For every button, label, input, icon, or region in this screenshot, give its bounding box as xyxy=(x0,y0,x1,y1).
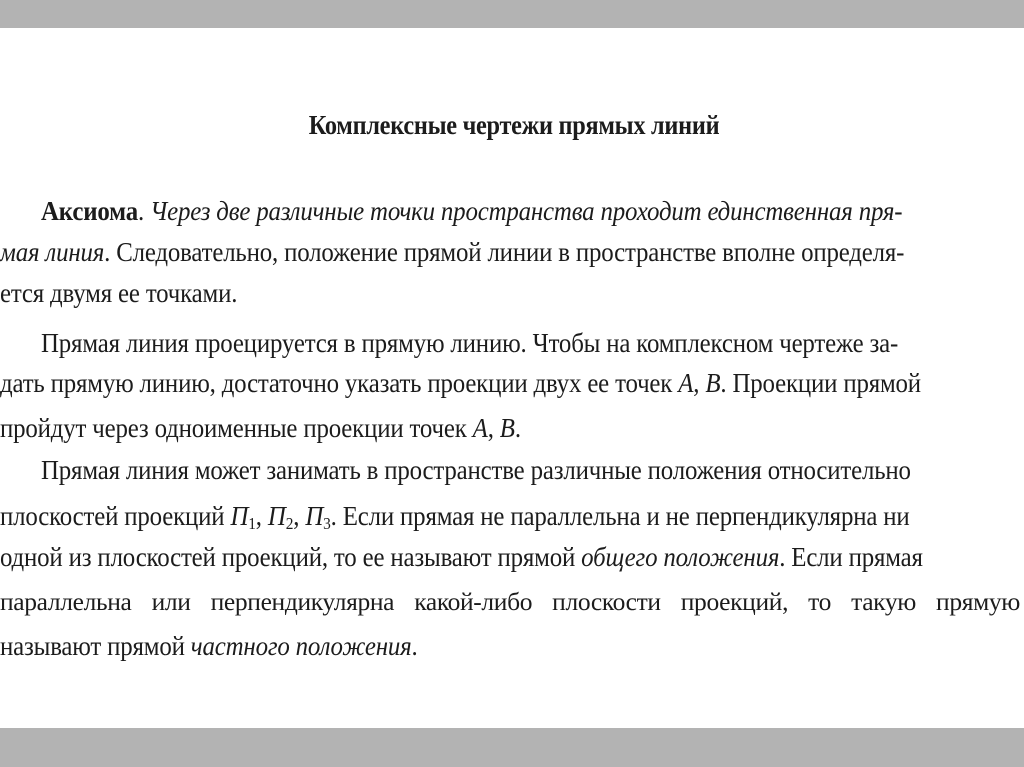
text-run: Прямая линия может занимать в пространстве различные положения относительно xyxy=(41,454,911,485)
text-run: П xyxy=(305,500,324,531)
page-title: Комплексные чертежи прямых линий xyxy=(308,110,720,140)
text-line-10 xyxy=(0,585,1020,619)
text-run: . Если прямая xyxy=(779,541,923,572)
text-run: параллельна или перпендикулярна какой-либо плоскости проекций, то такую прямую xyxy=(0,587,1020,616)
text-line-2 xyxy=(0,235,927,269)
text-run: . Если прямая не параллельна и не перпендикулярна ни xyxy=(330,500,910,531)
text-run: A xyxy=(678,367,694,398)
slide-page xyxy=(0,28,1024,728)
text-run: П xyxy=(230,500,249,531)
text-run: 1 xyxy=(248,514,256,533)
text-run: 2 xyxy=(285,514,294,533)
text-run: , xyxy=(487,412,500,443)
text-run: . xyxy=(514,412,521,443)
top-gray-band xyxy=(0,0,1024,28)
text-run: B xyxy=(705,367,721,398)
text-run: Через две различные точки пространства проходит единственная пря- xyxy=(150,195,903,226)
text-run: A xyxy=(472,412,488,443)
text-run: 3 xyxy=(323,514,331,533)
text-run: Прямая линия проецируется в прямую линию. Чтобы на комплексном чертеже за- xyxy=(41,327,899,358)
text-run: . Следовательно, положение прямой линии в пространстве вполне определя- xyxy=(104,236,905,267)
text-run: мая линия xyxy=(0,236,105,267)
text-run: общего положения xyxy=(581,541,780,572)
text-run: , xyxy=(255,500,268,531)
text-line-8 xyxy=(0,499,927,533)
text-run: ется двумя ее точками. xyxy=(0,277,238,308)
text-run: Аксиома xyxy=(41,195,139,226)
text-run: пройдут через одноименные проекции точек xyxy=(0,412,473,443)
text-run: называют прямой xyxy=(0,630,191,661)
text-run: частного положения xyxy=(190,630,412,661)
text-run: . Проекции прямой xyxy=(720,367,921,398)
text-run: . xyxy=(138,195,151,226)
text-run: дать прямую линию, достаточно указать проекции двух ее точек xyxy=(0,367,679,398)
text-line-5 xyxy=(0,366,927,400)
text-run: . xyxy=(411,630,418,661)
text-line-1 xyxy=(41,194,968,228)
text-run: , xyxy=(693,367,706,398)
text-line-3 xyxy=(0,276,927,310)
text-line-6 xyxy=(0,411,927,445)
text-line-11 xyxy=(0,629,927,663)
text-line-7 xyxy=(41,453,968,487)
text-run: B xyxy=(499,412,515,443)
bottom-gray-band xyxy=(0,728,1024,767)
text-run: П xyxy=(267,500,286,531)
text-run: , xyxy=(293,500,306,531)
text-run: плоскостей проекций xyxy=(0,500,231,531)
text-run: одной из плоскостей проекций, то ее называют прямой xyxy=(0,541,582,572)
text-line-9 xyxy=(0,540,927,574)
text-line-4 xyxy=(41,326,968,360)
